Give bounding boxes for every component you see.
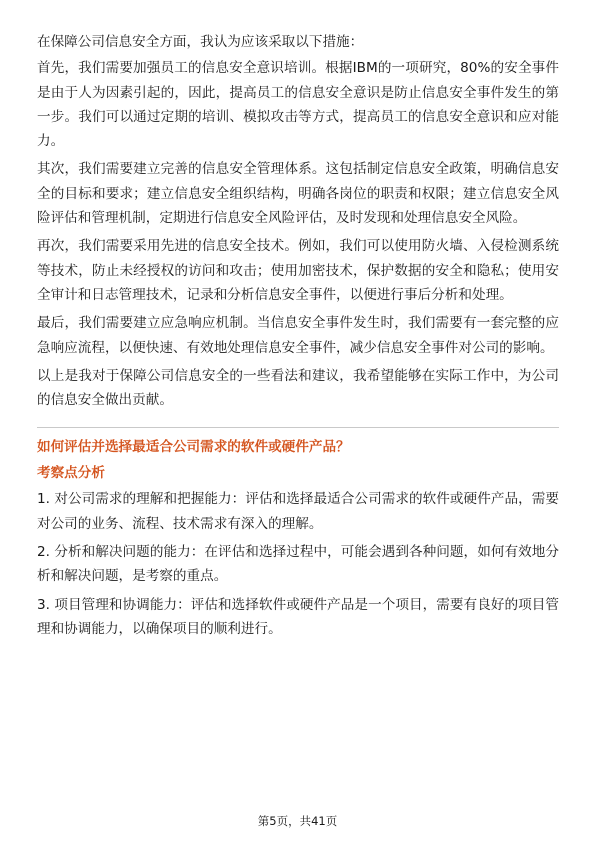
page-number: 第5页，共41页 — [257, 814, 338, 828]
paragraph-third: 再次，我们需要采用先进的信息安全技术。例如，我们可以使用防火墙、入侵检测系统等技术，防止未经授权的访问和攻击；使用加密技术，保护数据的安全和隐私；使用安全审计和日志管理技术，记录和分析信息安全事件，以便进行事后分析和处理。 — [37, 238, 559, 303]
paragraph-first: 首先，我们需要加强员工的信息安全意识培训。根据IBM的一项研究，80%的安全事件是由于人为因素引起的，因此，提高员工的信息安全意识是防止信息安全事件发生的第一步。我们可以通过定期的培训、模拟攻击等方式，提高员工的信息安全意识和应对能力。 — [37, 60, 559, 150]
analysis-item-2: 2. 分析和解决问题的能力：在评估和选择过程中，可能会遇到各种问题，如何有效地分析和解决问题，是考察的重点。 — [37, 544, 559, 585]
paragraph-second: 其次，我们需要建立完善的信息安全管理体系。这包括制定信息安全政策，明确信息安全的目标和要求；建立信息安全组织结构，明确各岗位的职责和权限；建立信息安全风险评估和管理机制，定期进行信息安全风险评估，及时发现和处理信息安全风险。 — [37, 161, 559, 227]
document-page — [37, 30, 559, 645]
analysis-item-1: 1. 对公司需求的理解和把握能力：评估和选择最适合公司需求的软件或硬件产品，需要对公司的业务、流程、技术需求有深入的理解。 — [37, 491, 559, 532]
intro-paragraph: 在保障公司信息安全方面，我认为应该采取以下措施： — [37, 34, 364, 50]
section-heading: 考察点分析 — [37, 465, 105, 482]
paragraph-fourth: 最后，我们需要建立应急响应机制。当信息安全事件发生时，我们需要有一套完整的应急响应流程，以便快速、有效地处理信息安全事件，减少信息安全事件对公司的影响。 — [37, 315, 559, 356]
analysis-item-3: 3. 项目管理和协调能力：评估和选择软件或硬件产品是一个项目，需要有良好的项目管理和协调能力，以确保项目的顺利进行。 — [37, 596, 559, 637]
question-title: 如何评估并选择最适合公司需求的软件或硬件产品？ — [37, 439, 350, 456]
paragraph-conclusion: 以上是我对于保障公司信息安全的一些看法和建议，我希望能够在实际工作中，为公司的信息安全做出贡献。 — [37, 367, 559, 409]
section-divider — [37, 427, 559, 428]
